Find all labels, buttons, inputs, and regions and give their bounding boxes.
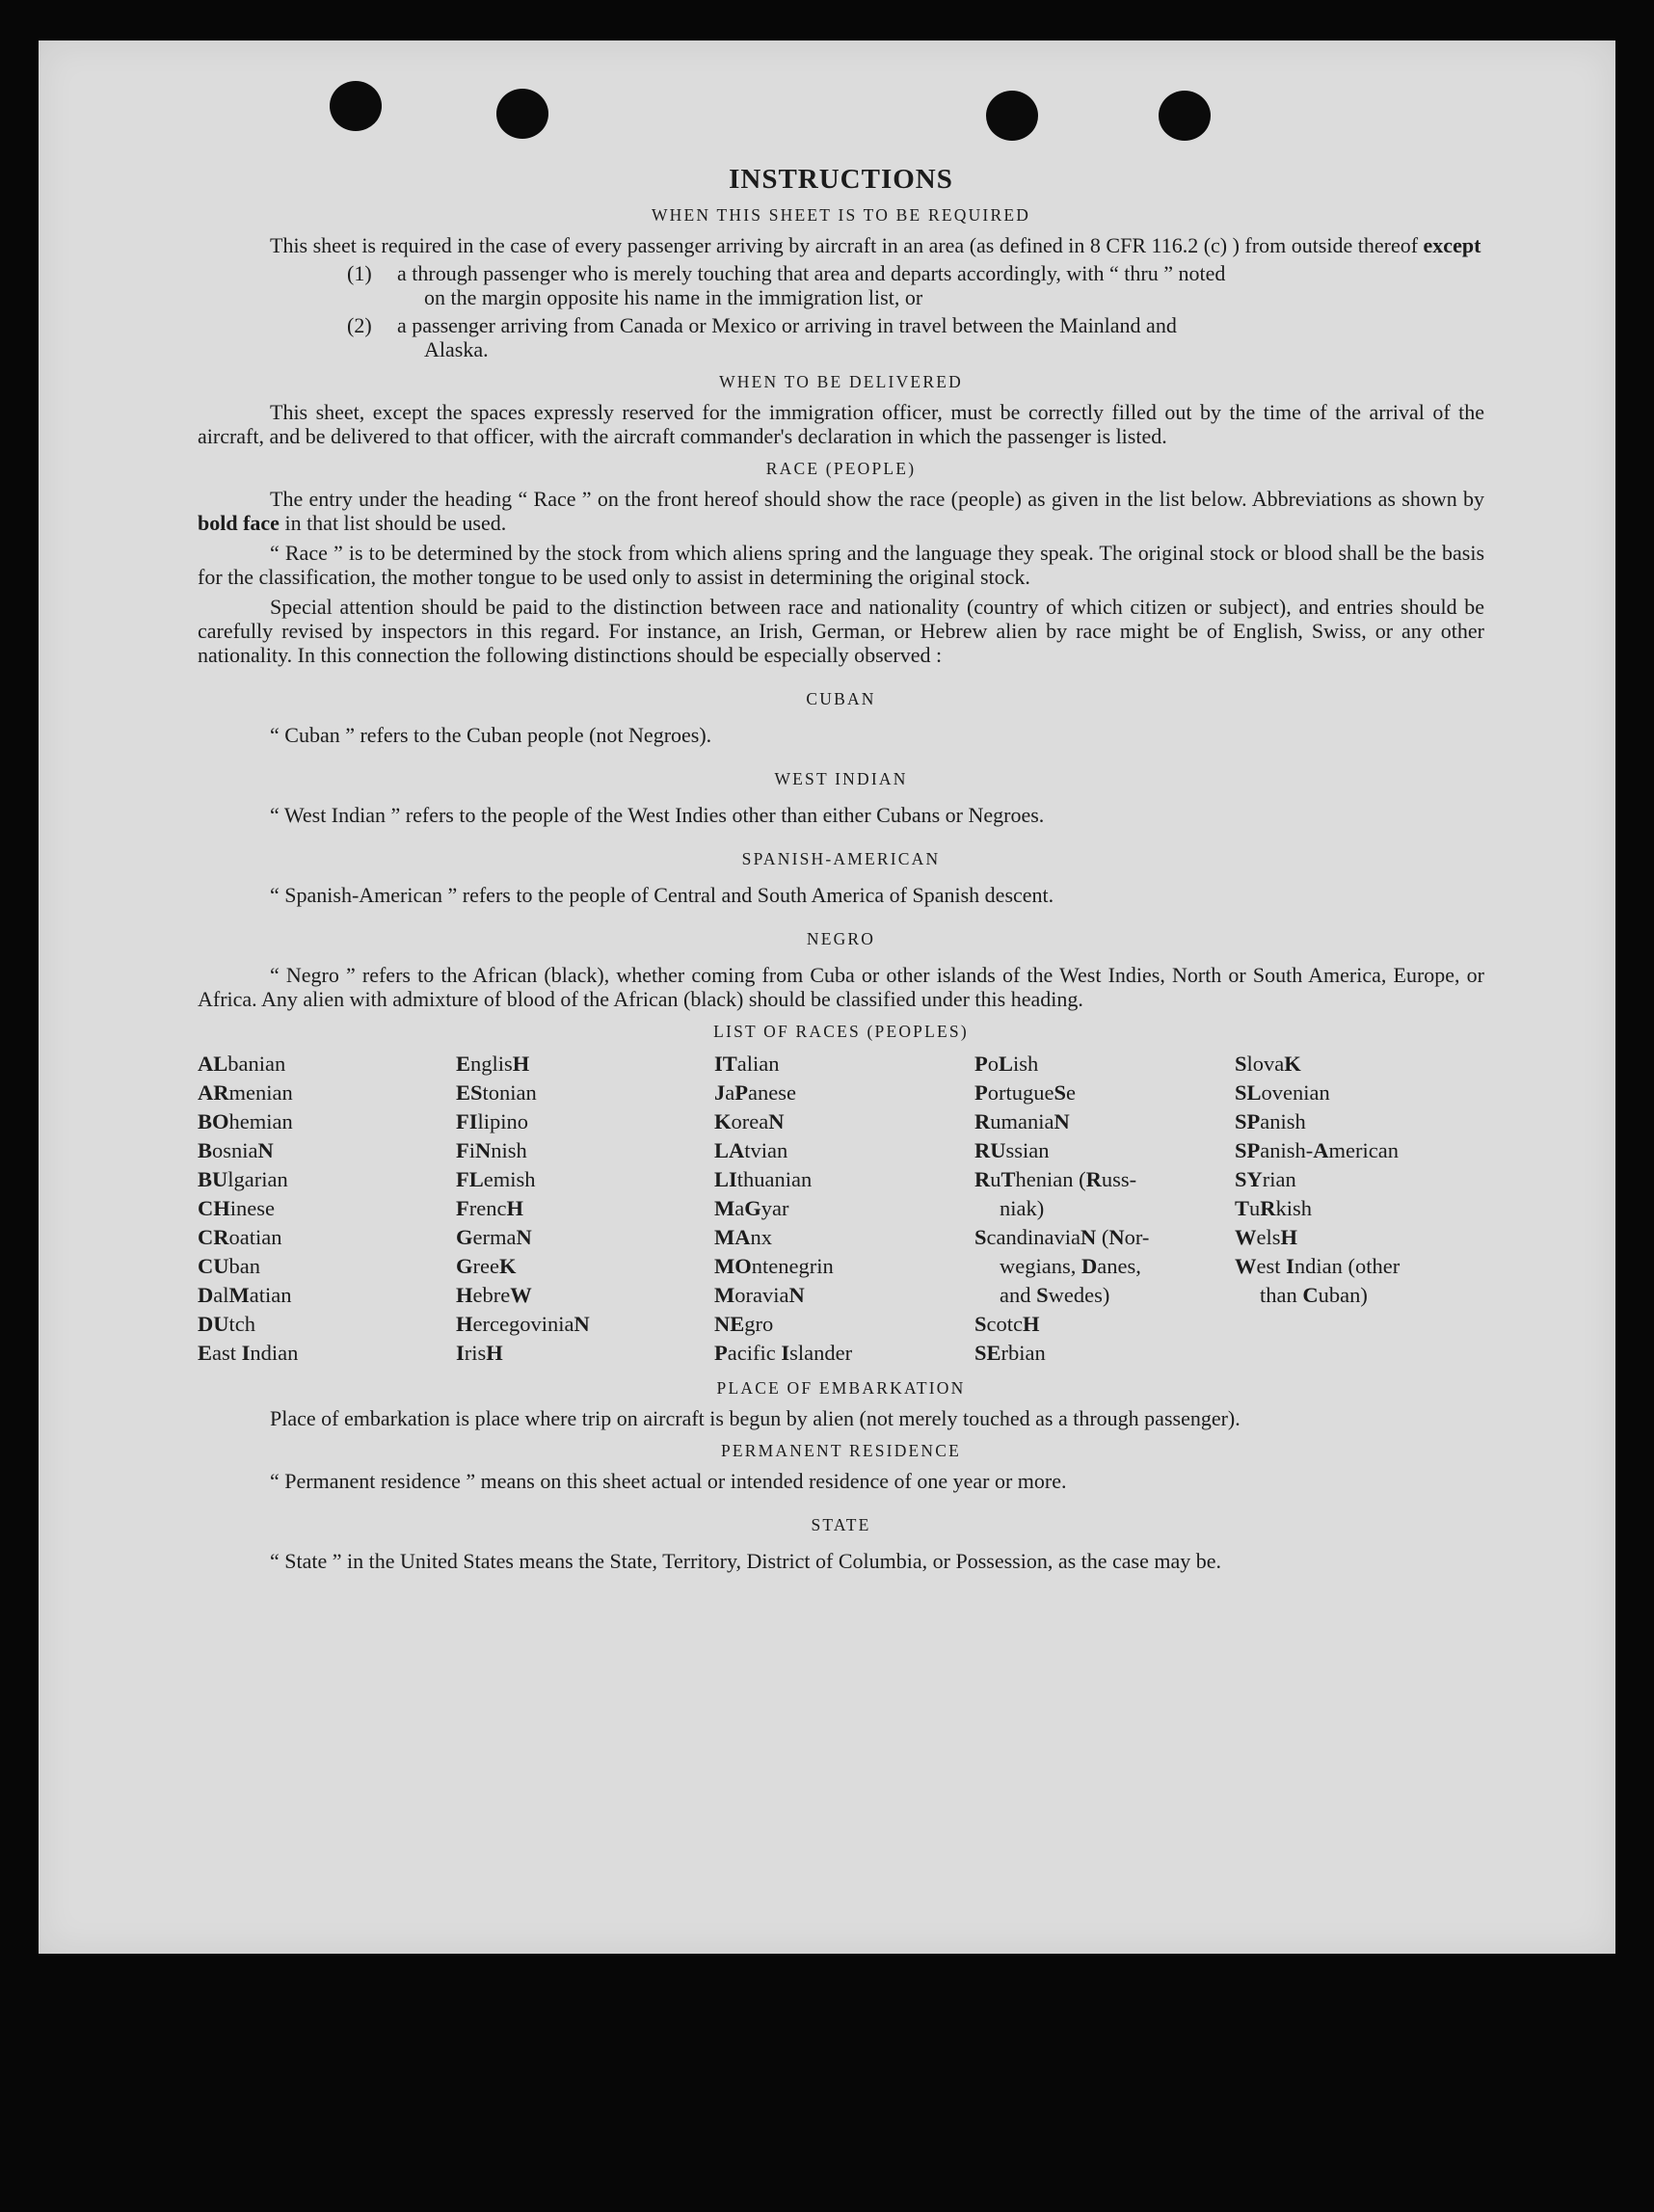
heading-negro: NEGRO (806, 929, 876, 948)
heading-permanent-residence: PERMANENT RESIDENCE (720, 1441, 962, 1460)
heading-list-of-races: LIST OF RACES (PEOPLES) (713, 1022, 969, 1041)
race-item: LAtvian (714, 1138, 788, 1162)
heading-race: RACE (PEOPLE) (765, 459, 917, 478)
race-item: GreeK (456, 1254, 517, 1278)
spanish-american-text: “ Spanish-American ” refers to the people of Central and South America of Spanish descent. (270, 883, 1054, 907)
state-text: “ State ” in the United States means the State, Territory, District of Columbia, or Possession, as the case may be. (270, 1549, 1222, 1573)
negro-text: “ Negro ” refers to the African (black), whether coming from Cuba or other islands of the West Indies, North or South America, Europe, or Africa. Any alien with admixture of blood of the African (black) should be classified under this heading. (198, 963, 1484, 1011)
race-item: MAnx (714, 1225, 772, 1249)
race-item: SErbian (974, 1341, 1046, 1365)
heading-when-required: WHEN THIS SHEET IS TO BE REQUIRED (651, 205, 1031, 225)
race-item: WelsH (1235, 1225, 1298, 1249)
race-item: PoLish (974, 1052, 1039, 1076)
race-item: KoreaN (714, 1109, 785, 1133)
punch-hole-4 (1159, 91, 1211, 141)
race-item: CRoatian (198, 1225, 282, 1249)
cuban-text: “ Cuban ” refers to the Cuban people (not Negroes). (270, 723, 712, 747)
race-item: MoraviaN (714, 1283, 805, 1307)
race-item: GermaN (456, 1225, 532, 1249)
race-item: ITalian (714, 1052, 780, 1076)
race-item: RumaniaN (974, 1109, 1070, 1133)
race-column-1 (198, 1050, 456, 1368)
punch-hole-1 (330, 81, 382, 131)
instructions-content (198, 164, 1484, 1573)
race-item: CUban (198, 1254, 260, 1278)
race-column-5 (1235, 1050, 1484, 1368)
race-item: TuRkish (1235, 1196, 1313, 1220)
race-item-continuation: wegians, Danes, (1000, 1254, 1141, 1278)
race-item: SPanish (1235, 1109, 1306, 1133)
race-item: HebreW (456, 1283, 532, 1307)
exception-item-1: (1) a through passenger who is merely touching that area and departs accordingly, with “ thru ” noted on the margin opposite his name in the immigration list, or (347, 261, 1226, 309)
race-column-4 (974, 1050, 1235, 1368)
permanent-residence-text: “ Permanent residence ” means on this sheet actual or intended residence of one year or more. (270, 1469, 1067, 1493)
when-delivered-text: This sheet, except the spaces expressly reserved for the immigration officer, must be correctly filled out by the time of the arrival of the aircraft, and be delivered to that officer, with the aircraft commander's declaration in which the passenger is listed. (198, 400, 1484, 448)
race-item: FrencH (456, 1196, 523, 1220)
bold-face-text: bold face (198, 511, 280, 535)
race-item: EnglisH (456, 1052, 530, 1076)
race-item: EStonian (456, 1080, 537, 1105)
race-item: West Indian (other (1235, 1254, 1401, 1278)
document-sheet (39, 40, 1615, 1954)
west-indian-text: “ West Indian ” refers to the people of the West Indies other than either Cubans or Negroes. (270, 803, 1045, 827)
race-item: BUlgarian (198, 1167, 288, 1191)
race-item: ScotcH (974, 1312, 1040, 1336)
race-item-continuation: and Swedes) (1000, 1283, 1110, 1307)
race-item: BOhemian (198, 1109, 293, 1133)
race-item: PortugueSe (974, 1080, 1076, 1105)
heading-spanish-american: SPANISH-AMERICAN (741, 849, 941, 868)
race-item-continuation: than Cuban) (1260, 1283, 1368, 1307)
race-item: FiNnish (456, 1138, 527, 1162)
heading-state: STATE (811, 1515, 871, 1534)
race-item: ARmenian (198, 1080, 293, 1105)
race-item: DUtch (198, 1312, 255, 1336)
race-item: JaPanese (714, 1080, 796, 1105)
race-paragraph-1: The entry under the heading “ Race ” on the front hereof should show the race (people) as given in the list below. Abbreviations as shown by bold face in that list should be used. (198, 487, 1484, 535)
when-required-intro: This sheet is required in the case of every passenger arriving by aircraft in an area (as defined in 8 CFR 116.2 (c) ) from outside thereof except (270, 233, 1481, 257)
race-item: LIthuanian (714, 1167, 813, 1191)
race-item: FIlipino (456, 1109, 529, 1133)
heading-embarkation: PLACE OF EMBARKATION (716, 1378, 966, 1398)
race-item: CHinese (198, 1196, 275, 1220)
race-item: SPanish-American (1235, 1138, 1399, 1162)
exception-list (198, 261, 1484, 361)
punch-hole-2 (496, 89, 548, 139)
race-item: BosniaN (198, 1138, 274, 1162)
race-column-3 (714, 1050, 974, 1368)
race-item: ALbanian (198, 1052, 286, 1076)
race-item: NEgro (714, 1312, 774, 1336)
race-paragraph-2: “ Race ” is to be determined by the stock from which aliens spring and the language they speak. The original stock or blood shall be the basis for the classification, the mother tongue to be used only to assist in determining the original stock. (198, 541, 1484, 589)
race-item: IrisH (456, 1341, 503, 1365)
race-column-2 (456, 1050, 714, 1368)
race-item: ScandinaviaN (Nor- (974, 1225, 1150, 1249)
heading-cuban: CUBAN (806, 689, 876, 708)
race-item: RUssian (974, 1138, 1050, 1162)
punch-hole-3 (986, 91, 1038, 141)
page-title: INSTRUCTIONS (729, 164, 953, 195)
race-item: SLovenian (1235, 1080, 1330, 1105)
heading-west-indian: WEST INDIAN (774, 769, 908, 788)
race-paragraph-3: Special attention should be paid to the distinction between race and nationality (country of which citizen or subject), and entries should be carefully revised by inspectors in this regard. For instance, an Irish, German, or Hebrew alien by race might be of English, Swiss, or any other nationality. In this connection the following distinctions should be especially observed : (198, 595, 1484, 667)
race-item: Pacific Islander (714, 1341, 853, 1365)
race-item: MaGyar (714, 1196, 789, 1220)
exception-item-2: (2) a passenger arriving from Canada or Mexico or arriving in travel between the Mainland and Alaska. (347, 313, 1177, 361)
except-bold: except (1423, 233, 1481, 257)
race-item: East Indian (198, 1341, 299, 1365)
race-item: SlovaK (1235, 1052, 1301, 1076)
heading-when-delivered: WHEN TO BE DELIVERED (719, 372, 963, 391)
embarkation-text: Place of embarkation is place where trip on aircraft is begun by alien (not merely touched as a through passenger). (270, 1406, 1240, 1430)
race-list (198, 1050, 1484, 1368)
race-item: DalMatian (198, 1283, 292, 1307)
race-item-continuation: niak) (1000, 1196, 1045, 1220)
race-item: HercegoviniaN (456, 1312, 590, 1336)
race-item: RuThenian (Russ- (974, 1167, 1137, 1191)
race-item: MOntenegrin (714, 1254, 834, 1278)
race-item: FLemish (456, 1167, 536, 1191)
race-item: SYrian (1235, 1167, 1296, 1191)
